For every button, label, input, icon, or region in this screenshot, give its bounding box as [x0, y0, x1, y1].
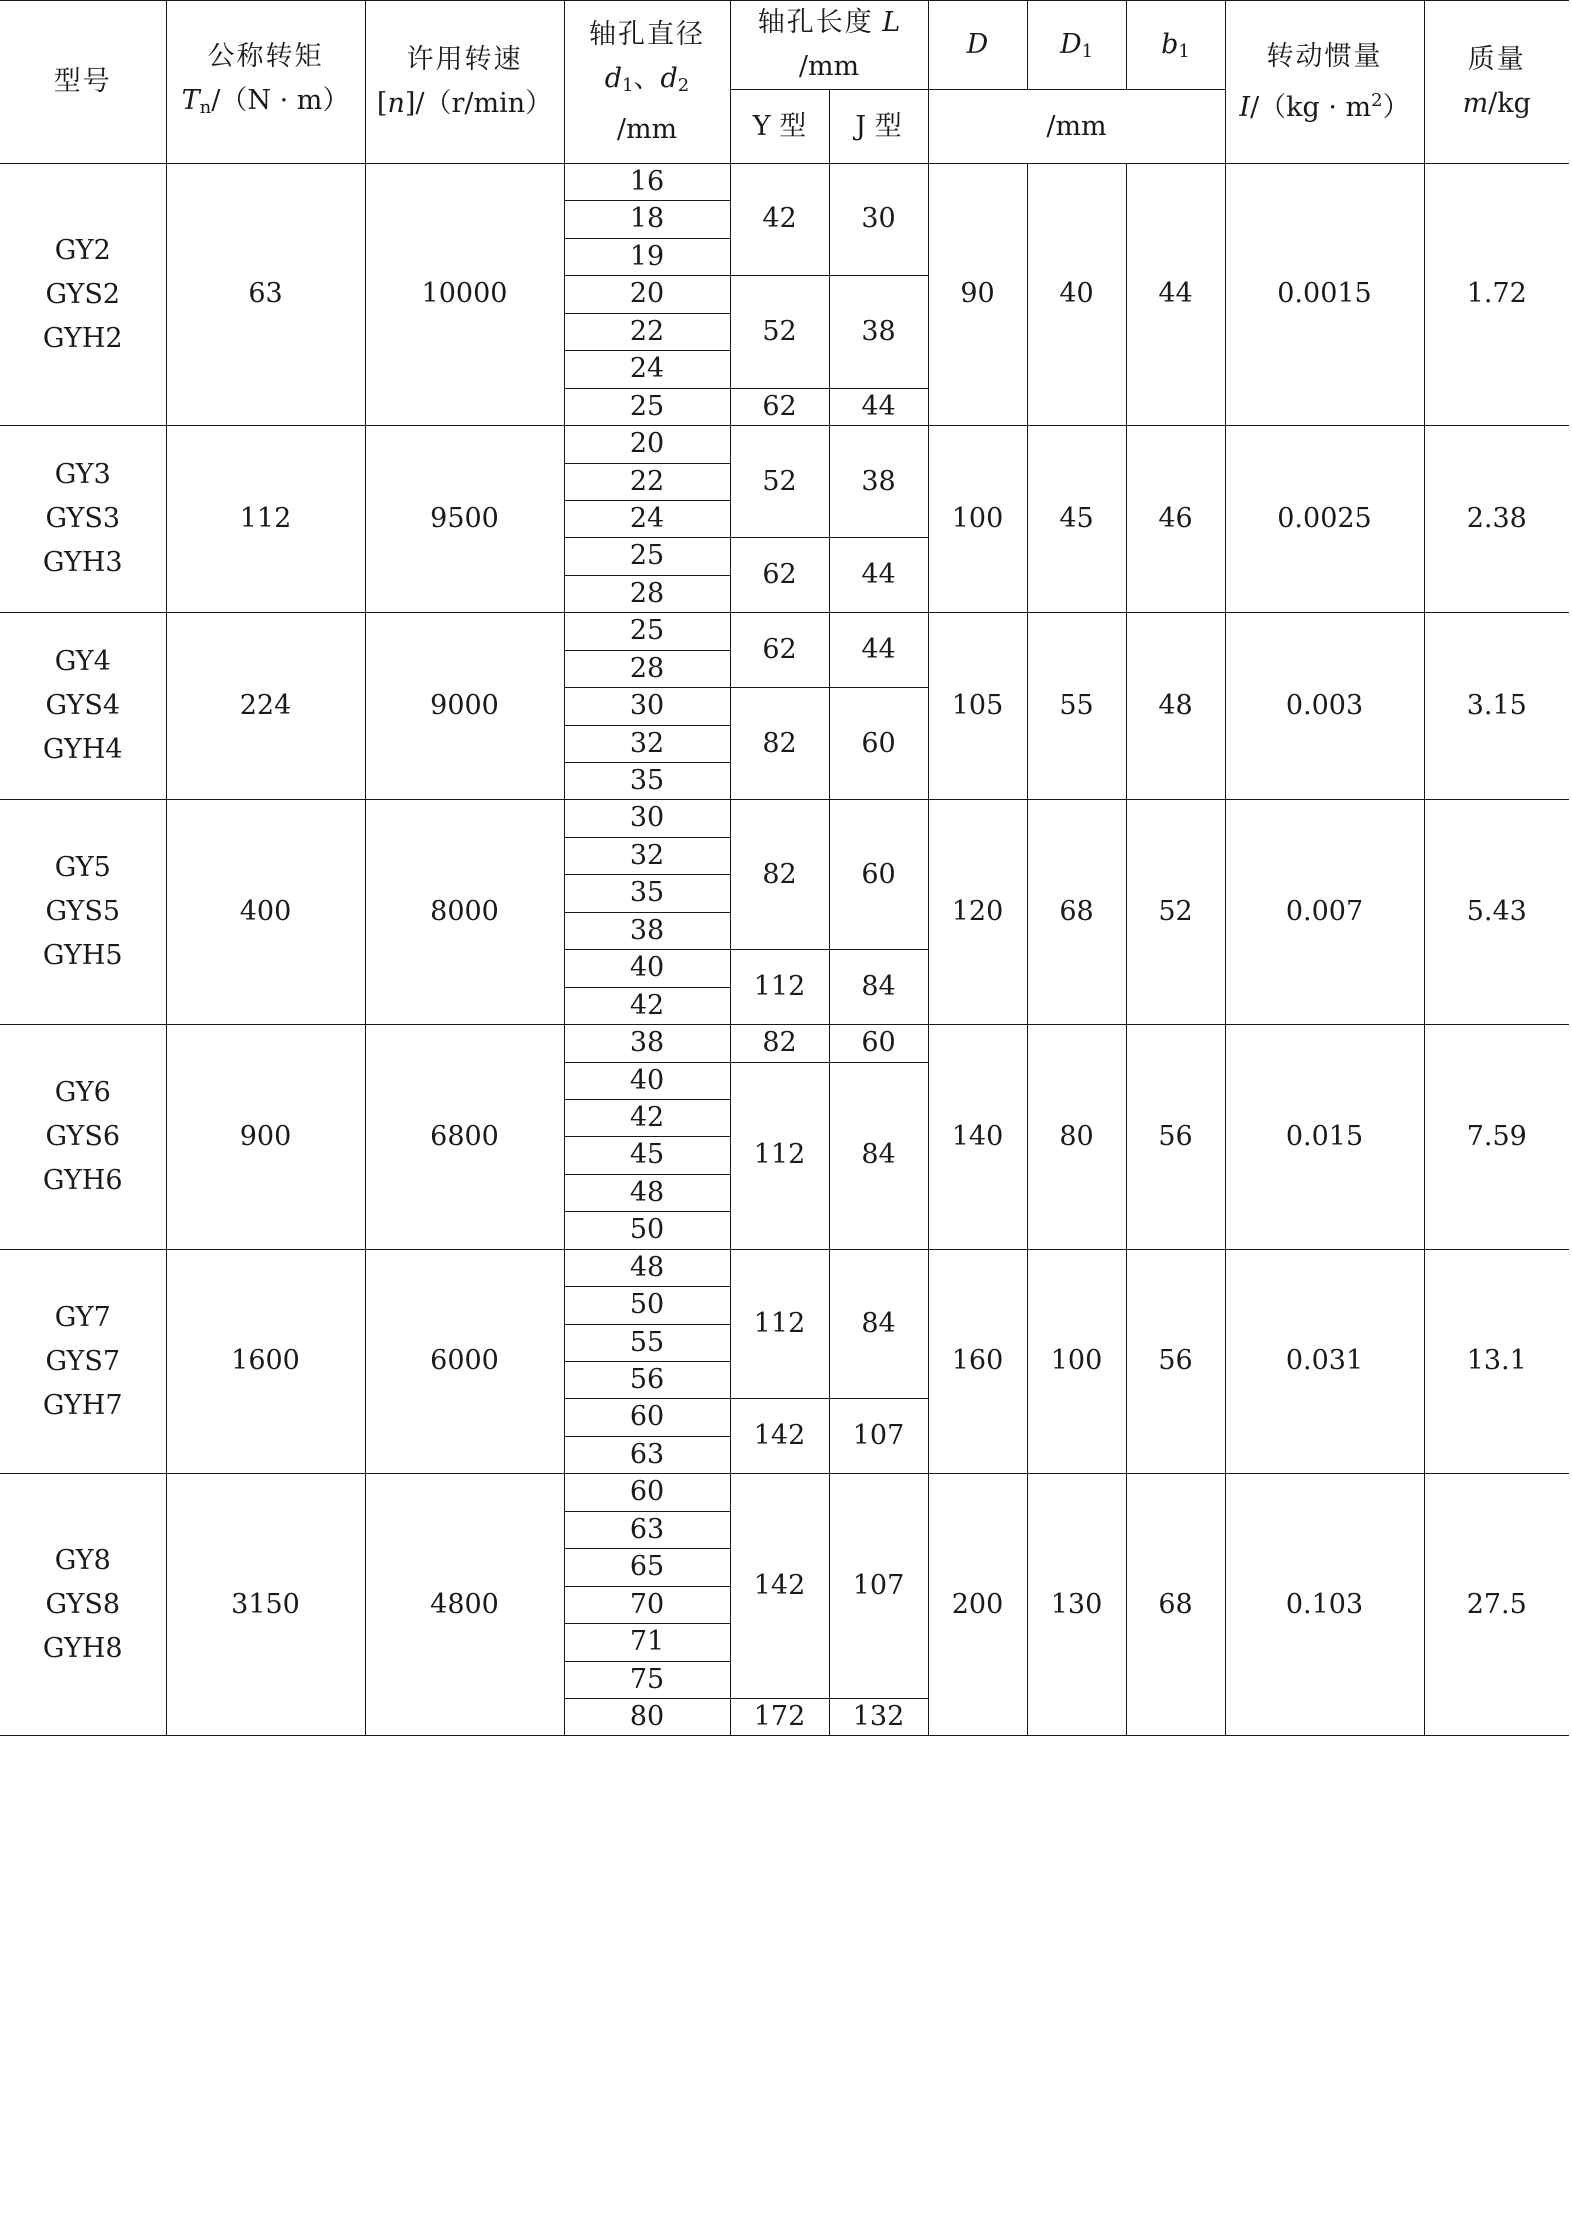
length-j-cell: 84 — [829, 950, 928, 1025]
diameter-D1-cell: 55 — [1027, 613, 1126, 800]
length-j-cell: 44 — [829, 613, 928, 688]
bore-diameter-cell: 71 — [564, 1624, 730, 1661]
torque-cell: 900 — [166, 1025, 365, 1250]
header-bore-length: 轴孔长度 L /mm — [730, 1, 928, 90]
header-speed: 许用转速 [n]/（r/min） — [365, 1, 564, 164]
bore-diameter-cell: 63 — [564, 1436, 730, 1473]
diameter-D1-cell: 80 — [1027, 1025, 1126, 1250]
speed-cell: 9000 — [365, 613, 564, 800]
length-y-cell: 112 — [730, 1062, 829, 1249]
mass-cell: 7.59 — [1424, 1025, 1569, 1250]
bore-diameter-cell: 25 — [564, 613, 730, 650]
inertia-cell: 0.0025 — [1225, 426, 1424, 613]
mass-cell: 5.43 — [1424, 800, 1569, 1025]
bore-diameter-cell: 22 — [564, 463, 730, 500]
length-y-cell: 142 — [730, 1399, 829, 1474]
header-length-y: Y 型 — [730, 90, 829, 164]
torque-cell: 3150 — [166, 1474, 365, 1736]
length-y-cell: 62 — [730, 538, 829, 613]
length-j-cell: 30 — [829, 164, 928, 276]
inertia-cell: 0.003 — [1225, 613, 1424, 800]
length-j-cell: 38 — [829, 426, 928, 538]
width-b1-cell: 68 — [1126, 1474, 1225, 1736]
bore-diameter-cell: 24 — [564, 351, 730, 388]
bore-diameter-cell: 60 — [564, 1399, 730, 1436]
length-j-cell: 84 — [829, 1249, 928, 1399]
model-names-cell: GY3 GYS3 GYH3 — [0, 426, 166, 613]
diameter-D1-cell: 40 — [1027, 164, 1126, 426]
table-row — [0, 1474, 1569, 1511]
bore-diameter-cell: 22 — [564, 313, 730, 350]
model-names-cell: GY4 GYS4 GYH4 — [0, 613, 166, 800]
bore-diameter-cell: 80 — [564, 1698, 730, 1735]
inertia-cell: 0.103 — [1225, 1474, 1424, 1736]
bore-diameter-cell: 50 — [564, 1287, 730, 1324]
header-length-j: J 型 — [829, 90, 928, 164]
bore-diameter-cell: 42 — [564, 1099, 730, 1136]
length-y-cell: 112 — [730, 1249, 829, 1399]
length-y-cell: 62 — [730, 388, 829, 425]
width-b1-cell: 56 — [1126, 1025, 1225, 1250]
bore-diameter-cell: 63 — [564, 1511, 730, 1548]
speed-cell: 10000 — [365, 164, 564, 426]
mass-cell: 3.15 — [1424, 613, 1569, 800]
bore-diameter-cell: 56 — [564, 1362, 730, 1399]
header-D: D — [928, 1, 1027, 90]
bore-diameter-cell: 25 — [564, 538, 730, 575]
length-y-cell: 42 — [730, 164, 829, 276]
outer-diameter-D-cell: 160 — [928, 1249, 1027, 1474]
header-D1: $D_1$ — [1027, 1, 1126, 90]
diameter-D1-cell: 100 — [1027, 1249, 1126, 1474]
length-y-cell: 82 — [730, 688, 829, 800]
bore-diameter-cell: 40 — [564, 950, 730, 987]
table-row — [0, 1025, 1569, 1062]
inertia-cell: 0.007 — [1225, 800, 1424, 1025]
length-j-cell: 107 — [829, 1474, 928, 1699]
length-j-cell: 60 — [829, 688, 928, 800]
model-names-cell: GY8 GYS8 GYH8 — [0, 1474, 166, 1736]
outer-diameter-D-cell: 140 — [928, 1025, 1027, 1250]
bore-diameter-cell: 30 — [564, 800, 730, 837]
width-b1-cell: 46 — [1126, 426, 1225, 613]
bore-diameter-cell: 30 — [564, 688, 730, 725]
bore-diameter-cell: 35 — [564, 875, 730, 912]
length-y-cell: 112 — [730, 950, 829, 1025]
bore-diameter-cell: 32 — [564, 725, 730, 762]
bore-diameter-cell: 38 — [564, 1025, 730, 1062]
mass-cell: 2.38 — [1424, 426, 1569, 613]
model-names-cell: GY6 GYS6 GYH6 — [0, 1025, 166, 1250]
header-dim-unit: /mm — [928, 90, 1225, 164]
length-y-cell: 52 — [730, 276, 829, 388]
outer-diameter-D-cell: 100 — [928, 426, 1027, 613]
header-mass: 质量 m/kg — [1424, 1, 1569, 164]
bore-diameter-cell: 55 — [564, 1324, 730, 1361]
bore-diameter-cell: 16 — [564, 164, 730, 201]
width-b1-cell: 52 — [1126, 800, 1225, 1025]
bore-diameter-cell: 40 — [564, 1062, 730, 1099]
speed-cell: 4800 — [365, 1474, 564, 1736]
outer-diameter-D-cell: 105 — [928, 613, 1027, 800]
torque-cell: 1600 — [166, 1249, 365, 1474]
header-b1: $b_1$ — [1126, 1, 1225, 90]
bore-diameter-cell: 38 — [564, 912, 730, 949]
table-row — [0, 800, 1569, 837]
speed-cell: 6000 — [365, 1249, 564, 1474]
bore-diameter-cell: 19 — [564, 238, 730, 275]
length-j-cell: 60 — [829, 1025, 928, 1062]
inertia-cell: 0.0015 — [1225, 164, 1424, 426]
length-y-cell: 82 — [730, 800, 829, 950]
bore-diameter-cell: 65 — [564, 1549, 730, 1586]
bore-diameter-cell: 45 — [564, 1137, 730, 1174]
torque-cell: 224 — [166, 613, 365, 800]
inertia-cell: 0.015 — [1225, 1025, 1424, 1250]
length-y-cell: 82 — [730, 1025, 829, 1062]
torque-cell: 112 — [166, 426, 365, 613]
model-names-cell: GY5 GYS5 GYH5 — [0, 800, 166, 1025]
bore-diameter-cell: 35 — [564, 763, 730, 800]
width-b1-cell: 48 — [1126, 613, 1225, 800]
speed-cell: 8000 — [365, 800, 564, 1025]
bore-diameter-cell: 20 — [564, 426, 730, 463]
table-row — [0, 613, 1569, 650]
model-names-cell: GY7 GYS7 GYH7 — [0, 1249, 166, 1474]
outer-diameter-D-cell: 120 — [928, 800, 1027, 1025]
bore-diameter-cell: 18 — [564, 201, 730, 238]
length-y-cell: 142 — [730, 1474, 829, 1699]
length-y-cell: 172 — [730, 1698, 829, 1735]
length-j-cell: 44 — [829, 538, 928, 613]
speed-cell: 6800 — [365, 1025, 564, 1250]
bore-diameter-cell: 25 — [564, 388, 730, 425]
mass-cell: 1.72 — [1424, 164, 1569, 426]
outer-diameter-D-cell: 200 — [928, 1474, 1027, 1736]
header-torque: 公称转矩 $T_n/(N \cdot m)$ — [166, 1, 365, 164]
header-model: 型号 — [0, 1, 166, 164]
diameter-D1-cell: 130 — [1027, 1474, 1126, 1736]
bore-diameter-cell: 24 — [564, 500, 730, 537]
header-inertia: 转动惯量 $I/(kg \cdot m^2)$ — [1225, 1, 1424, 164]
bore-diameter-cell: 75 — [564, 1661, 730, 1698]
bore-diameter-cell: 60 — [564, 1474, 730, 1511]
length-y-cell: 62 — [730, 613, 829, 688]
torque-cell: 400 — [166, 800, 365, 1025]
bore-diameter-cell: 32 — [564, 837, 730, 874]
outer-diameter-D-cell: 90 — [928, 164, 1027, 426]
bore-diameter-cell: 48 — [564, 1174, 730, 1211]
bore-diameter-cell: 28 — [564, 575, 730, 612]
length-j-cell: 60 — [829, 800, 928, 950]
header-bore-diameter: 轴孔直径 $d_1$、$d_2$ /mm — [564, 1, 730, 164]
table-row — [0, 426, 1569, 463]
length-j-cell: 38 — [829, 276, 928, 388]
model-names-cell: GY2 GYS2 GYH2 — [0, 164, 166, 426]
length-y-cell: 52 — [730, 426, 829, 538]
table-row — [0, 1249, 1569, 1286]
torque-cell: 63 — [166, 164, 365, 426]
header-row-1 — [0, 1, 1569, 90]
length-j-cell: 107 — [829, 1399, 928, 1474]
length-j-cell: 44 — [829, 388, 928, 425]
bore-diameter-cell: 70 — [564, 1586, 730, 1623]
width-b1-cell: 56 — [1126, 1249, 1225, 1474]
diameter-D1-cell: 45 — [1027, 426, 1126, 613]
bore-diameter-cell: 50 — [564, 1212, 730, 1249]
width-b1-cell: 44 — [1126, 164, 1225, 426]
bore-diameter-cell: 28 — [564, 650, 730, 687]
inertia-cell: 0.031 — [1225, 1249, 1424, 1474]
bore-diameter-cell: 42 — [564, 987, 730, 1024]
speed-cell: 9500 — [365, 426, 564, 613]
mass-cell: 13.1 — [1424, 1249, 1569, 1474]
bore-diameter-cell: 48 — [564, 1249, 730, 1286]
length-j-cell: 132 — [829, 1698, 928, 1735]
diameter-D1-cell: 68 — [1027, 800, 1126, 1025]
table-row — [0, 164, 1569, 201]
bore-diameter-cell: 20 — [564, 276, 730, 313]
mass-cell: 27.5 — [1424, 1474, 1569, 1736]
length-j-cell: 84 — [829, 1062, 928, 1249]
